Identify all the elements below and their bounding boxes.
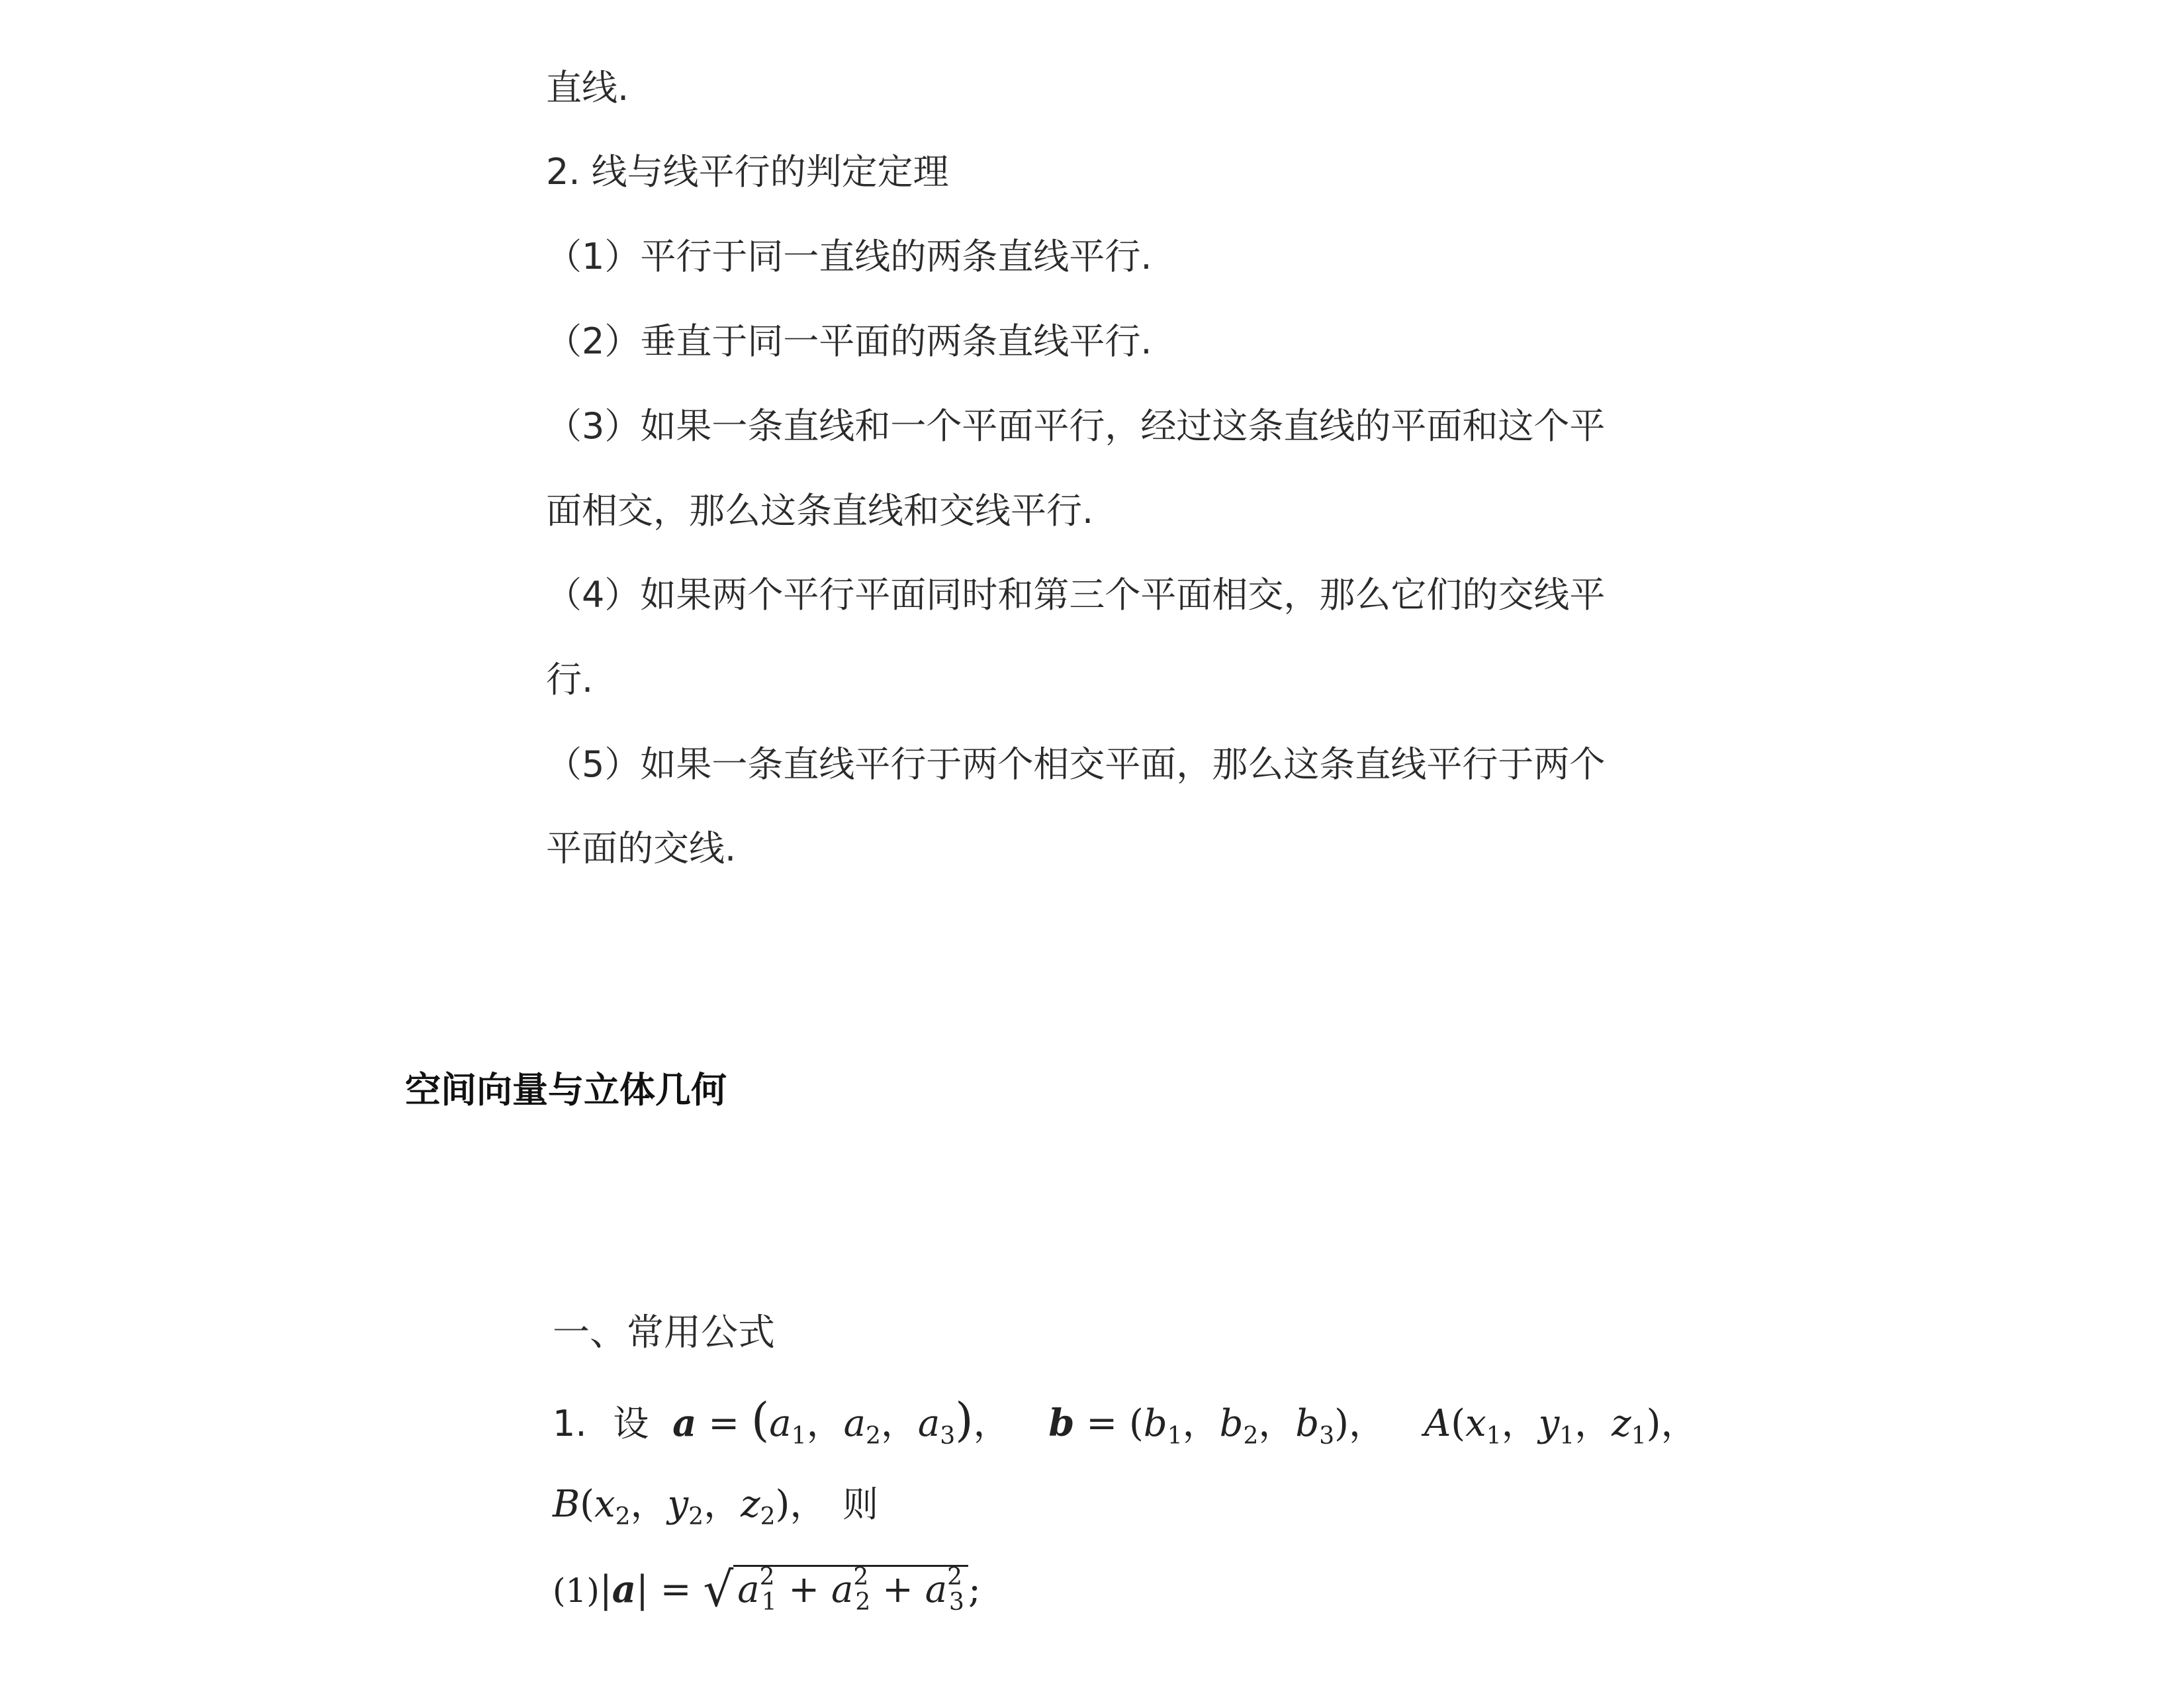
- theorem-item-5-line-2: 平面的交线.: [546, 827, 737, 869]
- section-heading: 空间向量与立体几何: [405, 1069, 727, 1111]
- theorem-item-1: （1）平行于同一直线的两条直线平行.: [546, 236, 1152, 277]
- item-number: 1.: [553, 1403, 587, 1444]
- theorem-item-2: （2）垂直于同一平面的两条直线平行.: [546, 320, 1152, 362]
- subitem-label: (1): [553, 1571, 600, 1610]
- text-line-1: 直线.: [546, 67, 629, 109]
- theorem-item-3-line-1: （3）如果一条直线和一个平面平行，经过这条直线的平面和这个平: [546, 405, 1606, 447]
- ze-label: 则: [842, 1483, 879, 1525]
- theorem-item-5-line-1: （5）如果一条直线平行于两个相交平面，那么这条直线平行于两个: [546, 743, 1606, 785]
- formula-line-1: 1. 设 $a = (a_1$，$a_2$，$a_3$)， $b = (b_1$，$b_2$，$b_3$)， $A(x_1$，$y_1$，$z_1$)，: [553, 1393, 1698, 1450]
- formulas-subtitle: 一、常用公式: [553, 1311, 775, 1354]
- formula-line-2: $B(x_2$，$y_2$，$z_2$)， 则: [553, 1483, 879, 1530]
- theorem-title: 2. 线与线平行的判定定理: [546, 151, 949, 193]
- theorem-item-4-line-1: （4）如果两个平行平面同时和第三个平面相交，那么它们的交线平: [546, 574, 1606, 616]
- she-label: 设: [613, 1403, 649, 1444]
- formula-line-3: (1)|a| = √ $a^2_1 + a^2_2 + a^2_3$ ;: [553, 1562, 981, 1617]
- square-root: √ $a^2_1 + a^2_2 + a^2_3$: [703, 1563, 968, 1617]
- theorem-item-3-line-2: 面相交，那么这条直线和交线平行.: [546, 490, 1094, 532]
- theorem-item-4-line-2: 行.: [546, 659, 594, 700]
